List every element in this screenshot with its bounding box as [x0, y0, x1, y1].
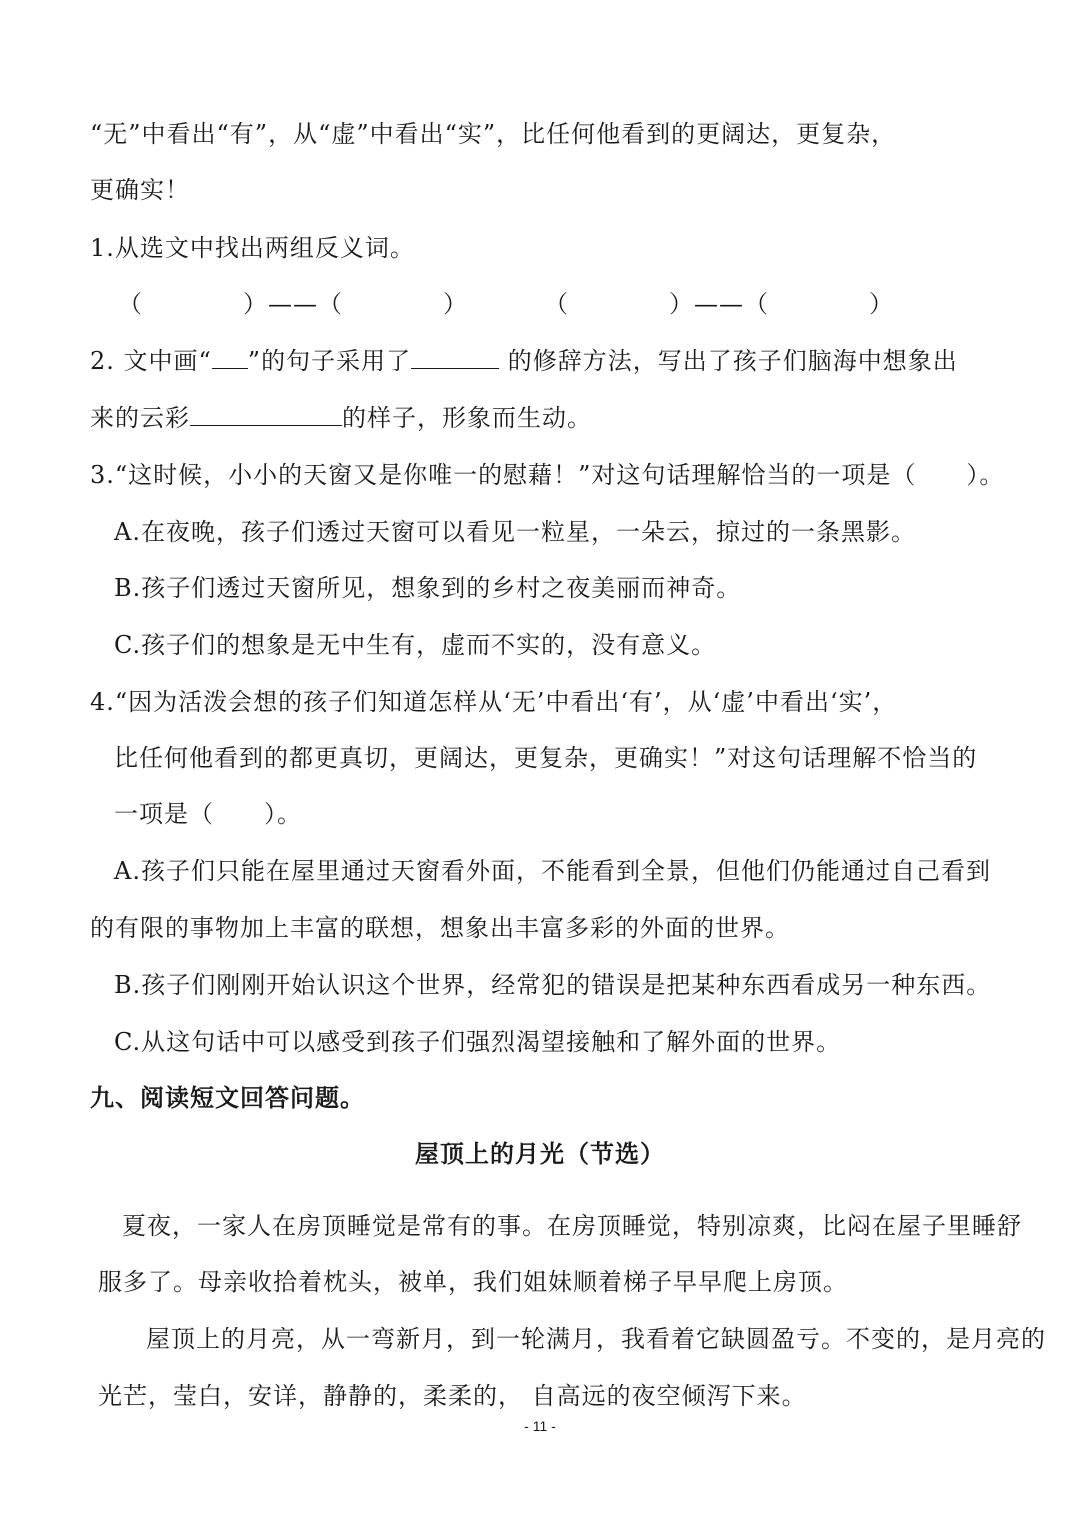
q2-text-part2: ”的句子采用了: [247, 347, 412, 375]
q2-underline-marker: [212, 346, 248, 369]
question-4-stem-line-1: 4.“因为活泼会想的孩子们知道怎样从‘无’中看出‘有’，从‘虚’中看出‘实’，: [90, 688, 898, 716]
passage-title: 屋顶上的月光（节选）: [415, 1139, 665, 1168]
question-3-option-c: C.孩子们的想象是无中生有，虚而不实的，没有意义。: [114, 631, 717, 659]
q2-text-part3: 的修辞方法，写出了孩子们脑海中想象出: [499, 347, 958, 375]
question-4-option-a-line-2: 的有限的事物加上丰富的联想，想象出丰富多彩的外面的世界。: [90, 914, 790, 942]
question-3-stem: 3.“这时候，小小的天窗又是你唯一的慰藉！”对这句话理解恰当的一项是（ ）。: [90, 461, 1005, 489]
page-number: - 11 -: [524, 1418, 556, 1434]
question-2-line-1: [90, 345, 958, 377]
q2-text-part5: 的样子，形象而生动。: [342, 404, 592, 432]
passage-line-2: 更确实！: [90, 176, 190, 204]
question-4-option-c: C.从这句话中可以感受到孩子们强烈渴望接触和了解外面的世界。: [114, 1028, 842, 1056]
passage-p2-line-2: 光芒，莹白，安详，静静的，柔柔的， 自高远的夜空倾泻下来。: [98, 1382, 807, 1410]
question-4-option-a-line-1: A.孩子们只能在屋里通过天窗看外面，不能看到全景，但他们仍能通过自己看到: [114, 857, 991, 885]
q2-text-part1: 2. 文中画“: [90, 347, 212, 375]
question-4-option-b: B.孩子们刚刚开始认识这个世界，经常犯的错误是把某种东西看成另一种东西。: [114, 971, 992, 999]
question-1-answer-blanks: （ ）——（ ） （ ）——（ ）: [118, 290, 894, 318]
passage-p2-line-1: 屋顶上的月亮，从一弯新月，到一轮满月，我看着它缺圆盈亏。不变的，是月亮的: [146, 1325, 1046, 1353]
question-3-option-b: B.孩子们透过天窗所见，想象到的乡村之夜美丽而神奇。: [114, 574, 742, 602]
passage-p1-line-2: 服多了。母亲收拾着枕头，被单，我们姐妹顺着梯子早早爬上房顶。: [98, 1268, 848, 1296]
q2-text-part4: 来的云彩: [90, 404, 190, 432]
q2-blank-rhetoric[interactable]: [411, 346, 499, 369]
question-2-line-2: [90, 402, 592, 434]
question-1-stem: 1.从选文中找出两组反义词。: [90, 234, 415, 262]
question-3-option-a: A.在夜晚，孩子们透过天窗可以看见一粒星，一朵云，掠过的一条黑影。: [114, 518, 916, 546]
question-4-stem-line-2: 比任何他看到的都更真切，更阔达，更复杂，更确实！”对这句话理解不恰当的: [114, 744, 978, 772]
section-9-heading: 九、阅读短文回答问题。: [90, 1083, 365, 1112]
q2-blank-cloud[interactable]: [190, 403, 342, 426]
passage-p1-line-1: 夏夜，一家人在房顶睡觉是常有的事。在房顶睡觉，特别凉爽，比闷在屋子里睡舒: [122, 1212, 1022, 1240]
passage-line-1: “无”中看出“有”，从“虚”中看出“实”，比任何他看到的更阔达，更复杂，: [90, 120, 897, 148]
question-4-stem-line-3: 一项是（ ）。: [114, 800, 302, 828]
